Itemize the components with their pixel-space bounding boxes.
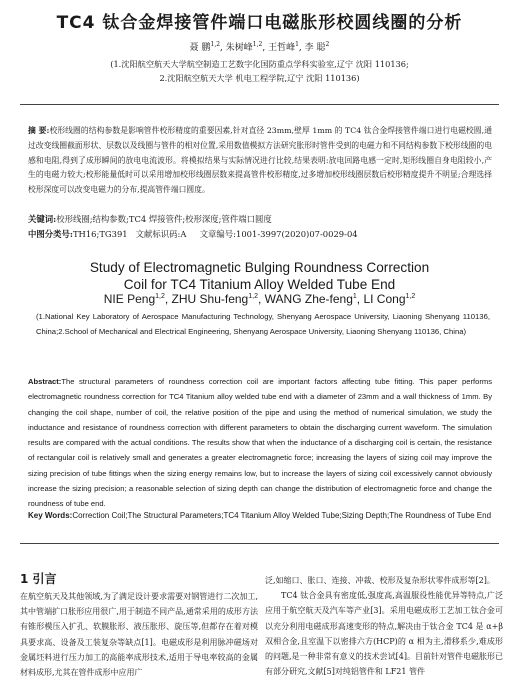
abstract-en [28, 374, 492, 512]
paper-title-cn: TC4 钛合金焊接管件端口电磁胀形校圆线圈的分析 [56, 13, 463, 33]
body-paragraph: TC4 钛合金具有密度低,强度高,高温服役性能优异等特点,广泛应用于航空航天及汽车等产业[3]。采用电磁成形工艺加工钛合金可以充分利用电磁成形高速变形的特点,解决由于钛合金 TC4 是 α+β 双相合金,且室温下以密排六方(HCP)的 α 相为主,滑移系少,难成形的问题,是一种非常有意义的技术尝试[4]。目前针对管件电磁胀形已有部分研究,文献[5]对纯铝管件和 LF21 管件 [265, 591, 503, 677]
author-cn: 聂 鹏$^{1,2}$ [189, 41, 221, 53]
affiliation-cn-line: 2.沈阳航空航天大学 机电工程学院,辽宁 沈阳 110136) [159, 73, 360, 83]
author-cn: 朱树峰$^{1,2}$ [225, 41, 263, 53]
keywords-en: Key Words:Correction Coil;The Structural Parameters;TC4 Titanium Alloy Welded Tube;Sizing Depth;The Roundness of Tube End [28, 511, 492, 520]
abstract-cn-label: 摘 要: [28, 126, 50, 135]
author-en: NIE Peng$^{1,2}$ [103, 292, 165, 306]
authors-en: NIE Peng$^{1,2}$, ZHU Shu-feng$^{1,2}$, WANG Zhe-feng$^1$, LI Cong$^{1,2}$ [103, 292, 416, 306]
abstract-en-text: The structural parameters of roundness correction coil are important factors affecting tube fitting. This paper performs electromagnetic roundness correction for TC4 Titanium alloy welded tube end with a diameter of 23mm and a wall thickness of 1mm. By changing the coil shape, number of coil, the relative position of the pipe and using the method of numerical simulation, we study the inductance and resistance of roundness correction with different parameters to obtain the discharging current waveform. The simulation results are compared with the actual conditions. The results show that when the inductance of a discharging coil is certain, the resistance of rectangular coil is relatively small and generates a greater electromagnetic force; increasing the layers of sizing coil may improve the sizing precision of tube fittings when the sizing energy remains low, but to increase the layers of sizing coil excessively cannot obviously increase the sizing precision; a reasonable selection of sizing depth can change the distribution of electromagnetic force and change the roundness of tube end. [28, 377, 492, 509]
author-en: ZHU Shu-feng$^{1,2}$ [171, 292, 258, 306]
affiliation-cn-line: (1.沈阳航空航天大学航空制造工艺数字化国防重点学科实验室,辽宁 沈阳 110136; [110, 59, 409, 69]
body-column-right [265, 573, 503, 679]
author-en: LI Cong$^{1,2}$ [363, 292, 416, 306]
abstract-cn-text: 校形线圈的结构参数是影响管件校形精度的重要因素,针对直径 23mm,壁厚 1mm 的 TC4 钛合金焊接管件端口进行电磁校圆,通过改变线圈截面形状、层数以及线圈与管件的相对位置,采用数值模拟方法研究胀形时管件受到的电磁力和不同结构参数下校形线圈的电感和电阻,得到了成形瞬间的放电电流波形。将模拟结果与实际情况进行比较,结果表明:放电回路电感一定时,矩形线圈自身电阻较小,产生的电磁力较大;校形能量低时可以采用增加校形线圈层数来提高管件校形精度,过多增加校形线圈层数后校形精度提升不明显;合理选择校形深度可以改变电磁力的分布,提高管件端口圆度。 [28, 126, 493, 195]
author-cn: 李 聪$^2$ [304, 41, 330, 53]
top-divider [20, 104, 499, 105]
paper-title-en-line: Coil for TC4 Titanium Alloy Welded Tube End [123, 277, 396, 292]
section-heading: 1 引言 [20, 572, 57, 586]
authors-cn: 聂 鹏$^{1,2}$, 朱树峰$^{1,2}$, 王哲峰$^1$, 李 聪$^2$ [189, 41, 330, 53]
abstract-en-label: Abstract: [28, 377, 62, 386]
classification-cn: 中图分类号:TH16;TG391 文献标识码:A 文章编号:1001-3997(2020)07-0029-04 [28, 229, 358, 239]
author-cn: 王哲峰$^1$ [268, 41, 299, 53]
body-column-left: 在航空航天及其他领域,为了满足设计要求需要对钢管进行二次加工,其中管端扩口胀形应用很广,用于制造不同产品,通常采用的成形方法有锥形模压入扩孔、软膜胀形、液压胀形、旋压等,但都存在着对模具要求高、设备及工装复杂等缺点[1]。电磁成形是利用脉冲磁场对金属坯料进行压力加工的高能率成形技术,适用于导电率较高的金属材料成形,尤其在管件成形中应用广 [20, 592, 258, 678]
affiliation-en: (1.National Key Laboratory of Aerospace Manufacturing Technology, Shenyang Aerospace University, Liaoning Shenyang 110136, China;2.School of Mechanical and Electrical Engineering, Shenyang Aerospace University, Liaoning Shenyang 110136, China) [36, 312, 490, 336]
bottom-divider [20, 543, 499, 544]
keywords-cn: 关键词:校形线圈;结构参数;TC4 焊接管件;校形深度;管件端口圆度 [28, 214, 272, 224]
body-paragraph: 泛,如缩口、胀口、连接、冲裁、校形及复杂形状零件成形等[2]。 [265, 576, 495, 585]
paper-title-en-line: Study of Electromagnetic Bulging Roundness Correction [89, 260, 430, 275]
abstract-cn [28, 124, 492, 198]
author-en: WANG Zhe-feng$^1$ [264, 292, 357, 306]
